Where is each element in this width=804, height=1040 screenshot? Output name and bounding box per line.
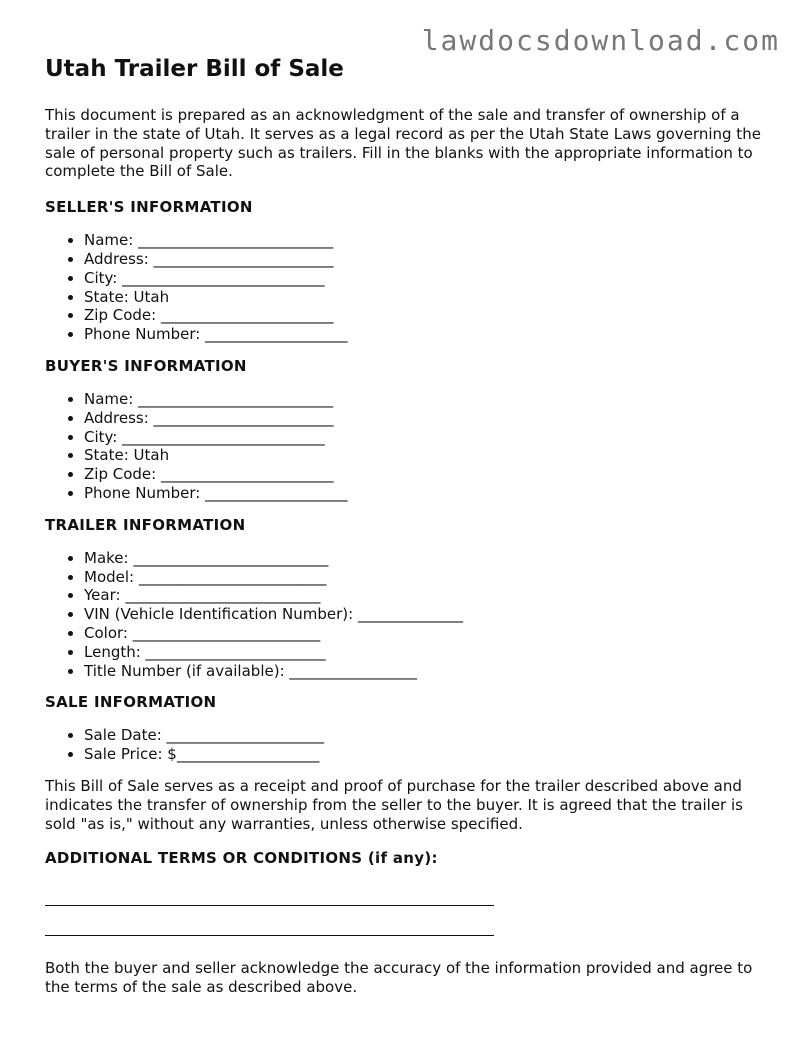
trailer-model-field[interactable]: • Model: _________________________ <box>84 568 767 587</box>
seller-city-field[interactable]: • City: ___________________________ <box>84 269 767 288</box>
sale-list <box>45 726 767 764</box>
seller-zip-field[interactable]: • Zip Code: _______________________ <box>84 306 767 325</box>
trailer-vin-field[interactable]: • VIN (Vehicle Identification Number): ______________ <box>84 605 767 624</box>
buyer-heading: BUYER'S INFORMATION <box>45 356 247 375</box>
buyer-name-field[interactable]: • Name: __________________________ <box>84 390 767 409</box>
seller-address-field[interactable]: • Address: ________________________ <box>84 250 767 269</box>
buyer-address-field[interactable]: • Address: ________________________ <box>84 409 767 428</box>
sale-date-field[interactable]: • Sale Date: _____________________ <box>84 726 767 745</box>
buyer-zip-field[interactable]: • Zip Code: _______________________ <box>84 465 767 484</box>
intro-paragraph: This document is prepared as an acknowledgment of the sale and transfer of ownership of a trailer in the state of Utah. It serves as a legal record as per the Utah State Laws governing the sale of personal property such as trailers. Fill in the blanks with the appropriate information to complete the Bill of Sale. <box>45 106 761 181</box>
trailer-make-field[interactable]: • Make: __________________________ <box>84 549 767 568</box>
trailer-heading: TRAILER INFORMATION <box>45 515 246 534</box>
additional-terms-heading: ADDITIONAL TERMS OR CONDITIONS (if any): <box>45 849 438 868</box>
seller-heading: SELLER'S INFORMATION <box>45 198 253 217</box>
buyer-state-item: • State: Utah <box>84 446 767 465</box>
seller-list <box>45 231 767 344</box>
sale-price-field[interactable]: • Sale Price: $___________________ <box>84 745 767 764</box>
trailer-color-field[interactable]: • Color: _________________________ <box>84 624 767 643</box>
document <box>45 54 767 997</box>
additional-terms-line-2[interactable] <box>45 935 494 936</box>
buyer-list <box>45 390 767 503</box>
watermark: lawdocsdownload.com <box>421 24 780 57</box>
additional-terms-line-1[interactable] <box>45 905 494 906</box>
seller-state-item: • State: Utah <box>84 288 767 307</box>
trailer-length-field[interactable]: • Length: ________________________ <box>84 643 767 662</box>
seller-name-field[interactable]: • Name: __________________________ <box>84 231 767 250</box>
sale-heading: SALE INFORMATION <box>45 693 217 712</box>
acknowledgment-paragraph: Both the buyer and seller acknowledge the accuracy of the information provided and agree to the terms of the sale as described above. <box>45 959 753 997</box>
trailer-list <box>45 549 767 681</box>
trailer-title-number-field[interactable]: • Title Number (if available): _________________ <box>84 662 767 681</box>
seller-phone-field[interactable]: • Phone Number: ___________________ <box>84 325 767 344</box>
page-title: Utah Trailer Bill of Sale <box>45 56 344 82</box>
closing-paragraph: This Bill of Sale serves as a receipt and proof of purchase for the trailer described above and indicates the transfer of ownership from the seller to the buyer. It is agreed that the trailer is sold "as is," without any warranties, unless otherwise specified. <box>45 776 743 833</box>
buyer-city-field[interactable]: • City: ___________________________ <box>84 428 767 447</box>
buyer-phone-field[interactable]: • Phone Number: ___________________ <box>84 484 767 503</box>
trailer-year-field[interactable]: • Year: __________________________ <box>84 586 767 605</box>
